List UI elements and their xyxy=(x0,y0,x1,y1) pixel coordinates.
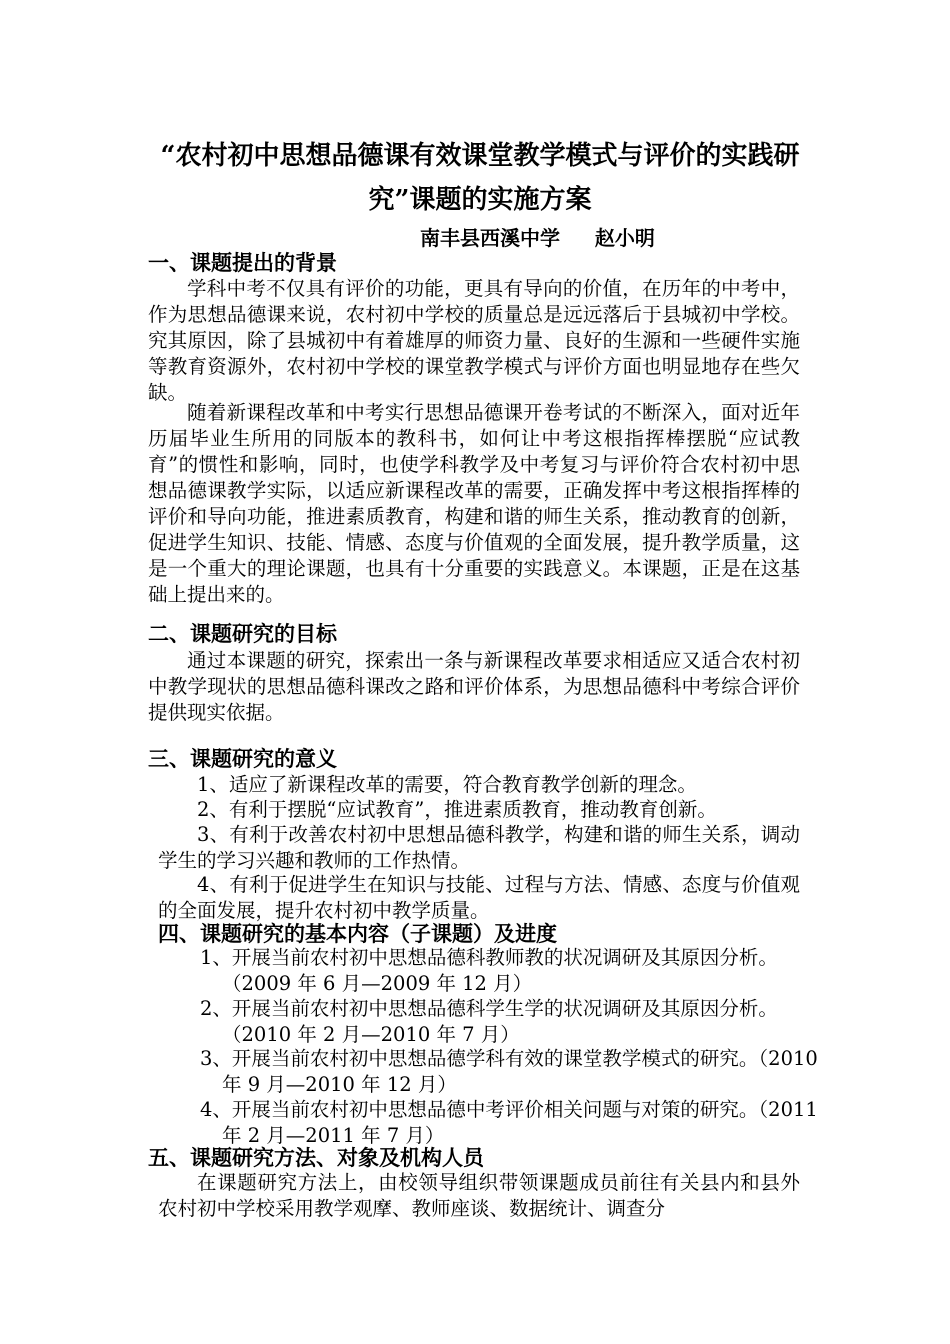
section-1-paragraph-1: 学科中考不仅具有评价的功能，更具有导向的价值，在历年的中考中，作为思想品德课来说，农村初中学校的质量总是远远落后于县城初中学校。究其原因，除了县城初中有着雄厚的师资力量、良好的生源和一些硬件实施等教育资源外，农村初中学校的课堂教学模式与评价方面也明显地存在些欠缺。 xyxy=(148,277,800,404)
section-4-item-3: 3、开展当前农村初中思想品德学科有效的课堂教学模式的研究。（2010 年 9 月—2010 年 12 月） xyxy=(200,1047,818,1096)
section-4-item-1: 1、开展当前农村初中思想品德科教师教的状况调研及其原因分析。（2009 年 6 月—2009 年 12 月） xyxy=(200,946,778,995)
section-3-item-2: 2、有利于摆脱“应试教育”，推进素质教育，推动教育创新。 xyxy=(197,798,717,821)
author-line xyxy=(420,223,655,253)
section-2-paragraph-1: 通过本课题的研究，探索出一条与新课程改革要求相适应又适合农村初中教学现状的思想品德科课改之路和评价体系，为思想品德科中考综合评价提供现实依据。 xyxy=(148,649,800,724)
section-5-heading: 五、课题研究方法、对象及机构人员 xyxy=(148,1145,484,1170)
section-2-heading: 二、课题研究的目标 xyxy=(148,621,337,646)
section-4-item-4: 4、开展当前农村初中思想品德中考评价相关问题与对策的研究。（2011 年 2 月—2011 年 7 月） xyxy=(200,1098,818,1147)
section-3-heading: 三、课题研究的意义 xyxy=(148,746,337,771)
section-5-paragraph-1: 在课题研究方法上，由校领导组织带领课题成员前往有关县内和县外农村初中学校采用教学观摩、教师座谈、数据统计、调查分 xyxy=(158,1171,800,1220)
section-4-heading: 四、课题研究的基本内容（子课题）及进度 xyxy=(158,921,557,946)
document-title-line1: “农村初中思想品德课有效课堂教学模式与评价的实践研 xyxy=(160,141,800,171)
author-name: 赵小明 xyxy=(594,226,655,250)
section-3-item-4: 4、有利于促进学生在知识与技能、过程与方法、情感、态度与价值观的全面发展，提升农村初中教学质量。 xyxy=(158,873,800,922)
section-3-item-1: 1、适应了新课程改革的需要，符合教育教学创新的理念。 xyxy=(197,773,697,796)
section-1-paragraph-2: 随着新课程改革和中考实行思想品德课开卷考试的不断深入，面对近年历届毕业生所用的同版本的教科书，如何让中考这根指挥棒摆脱“应试教育”的惯性和影响，同时，也使学科教学及中考复习与评价符合农村初中思想品德课教学实际，以适应新课程改革的需要，正确发挥中考这根指挥棒的评价和导向功能，推进素质教育，构建和谐的师生关系，推动教育的创新，促进学生知识、技能、情感、态度与价值观的全面发展，提升教学质量，这是一个重大的理论课题，也具有十分重要的实践意义。本课题，正是在这基础上提出来的。 xyxy=(148,401,800,606)
section-3-item-3: 3、有利于改善农村初中思想品德科教学，构建和谐的师生关系，调动学生的学习兴趣和教师的工作热情。 xyxy=(158,823,800,872)
section-1-heading: 一、课题提出的背景 xyxy=(148,250,337,275)
section-4-item-2: 2、开展当前农村初中思想品德科学生学的状况调研及其原因分析。（2010 年 2 月—2010 年 7 月） xyxy=(200,997,778,1046)
document-title-line2: 究”课题的实施方案 xyxy=(368,185,592,215)
author-school: 南丰县西溪中学 xyxy=(420,226,560,250)
